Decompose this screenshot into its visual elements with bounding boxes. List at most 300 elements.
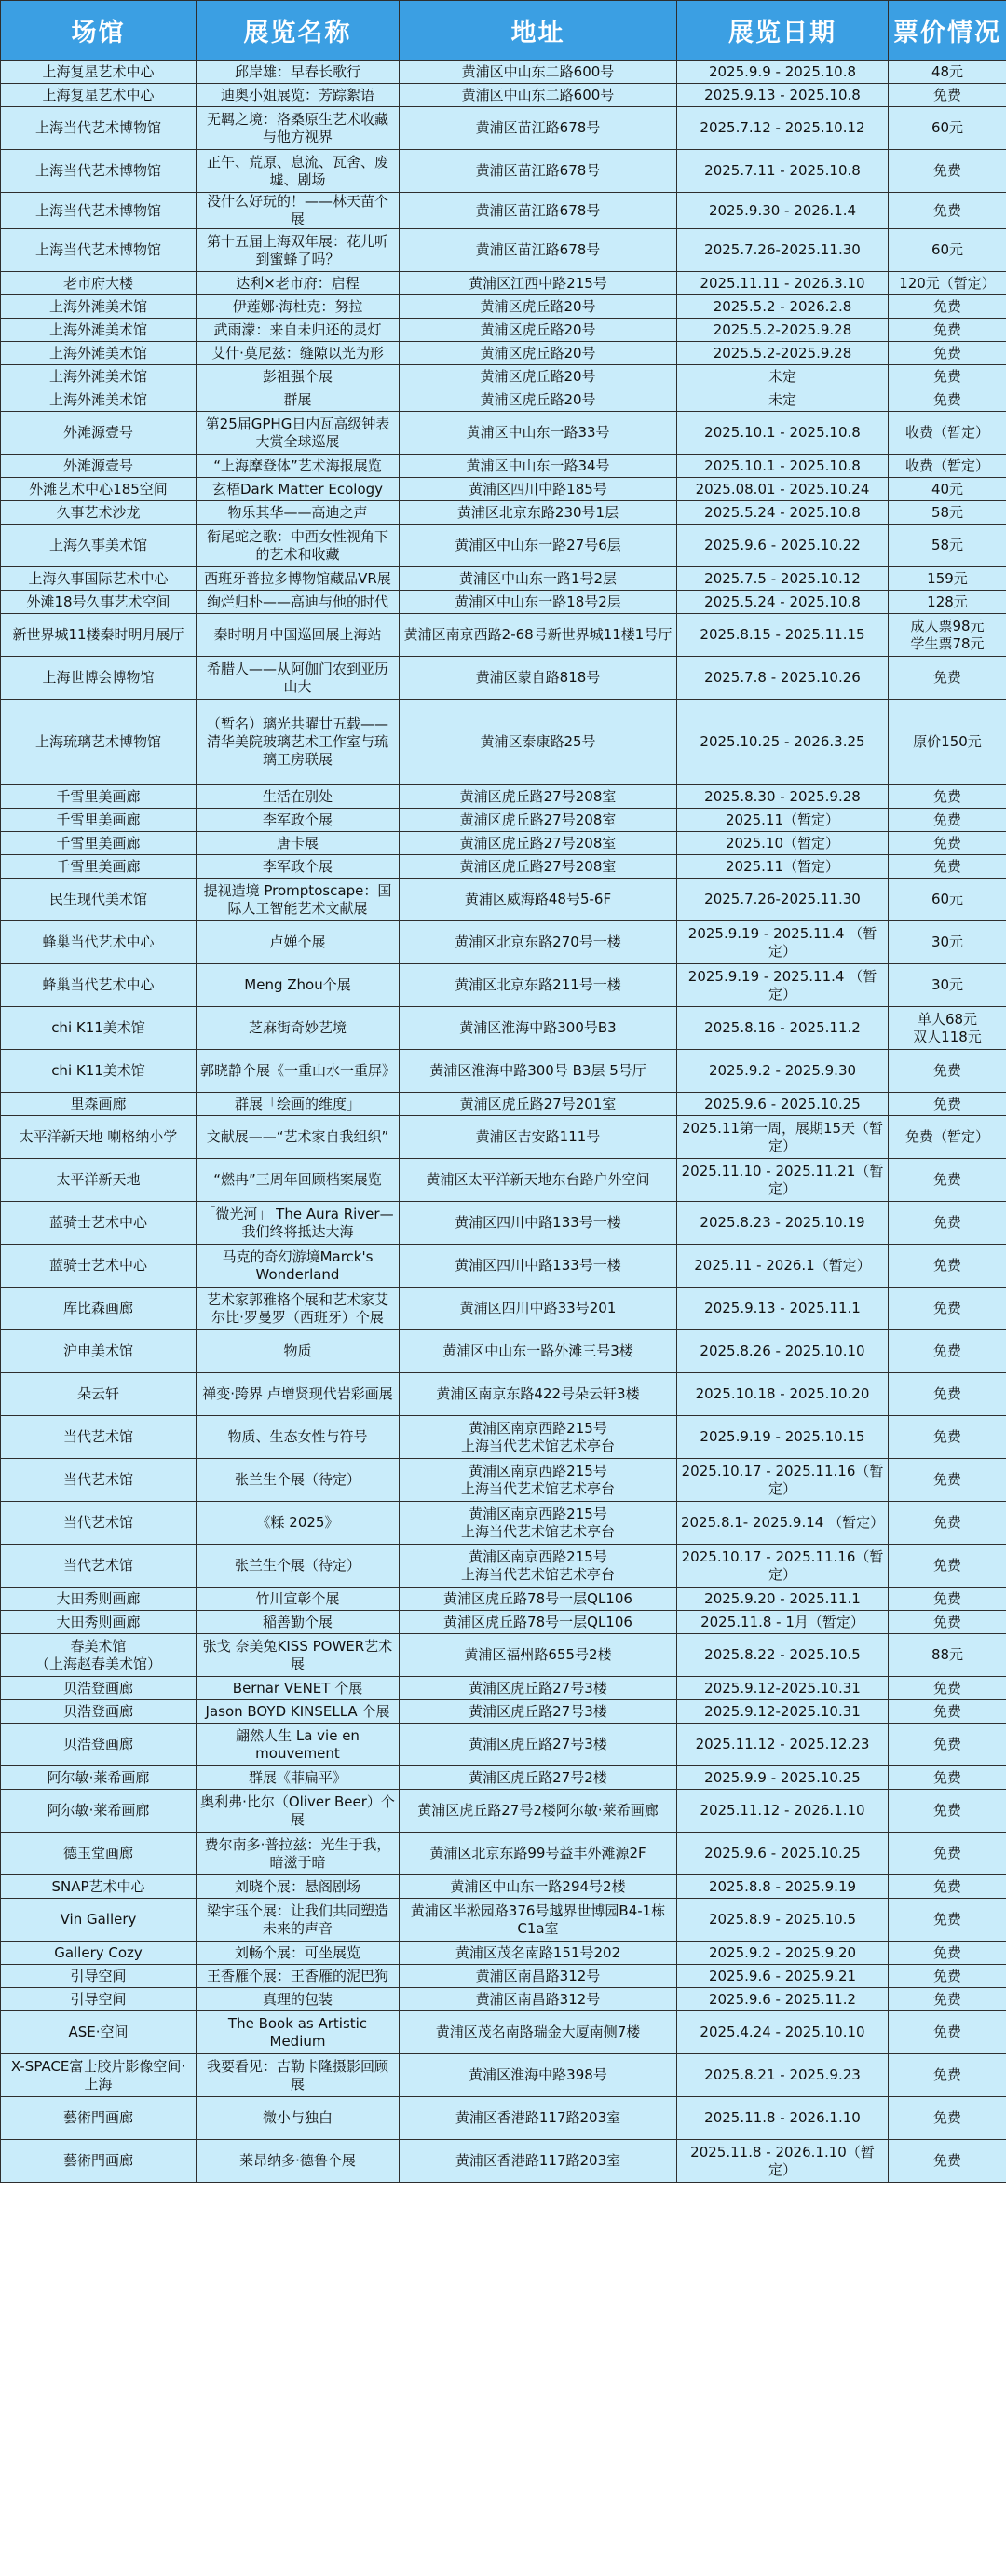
- ticket-price-cell: 免费: [889, 2097, 1006, 2140]
- ticket-price-cell: 免费: [889, 1611, 1006, 1634]
- exhibition-date-cell: 2025.9.13 - 2025.11.1: [677, 1288, 889, 1330]
- ticket-price-cell: 58元: [889, 501, 1006, 525]
- table-row: [1, 1700, 1006, 1724]
- address-cell: 黄浦区四川中路185号: [400, 478, 677, 501]
- table-row: [1, 964, 1006, 1007]
- table-row: [1, 855, 1006, 879]
- venue-cell: 上海当代艺术博物馆: [1, 107, 197, 150]
- address-cell: 黄浦区四川中路133号一楼: [400, 1202, 677, 1245]
- ticket-price-cell: 免费: [889, 1988, 1006, 2011]
- ticket-price-cell: 免费: [889, 342, 1006, 365]
- table-row: [1, 1093, 1006, 1116]
- address-cell: 黄浦区吉安路111号: [400, 1116, 677, 1159]
- table-row: [1, 657, 1006, 700]
- exhibition-name-cell: 李军政个展: [197, 809, 400, 832]
- exhibition-name-cell: 迪奥小姐展览：芳踪絮语: [197, 84, 400, 107]
- venue-cell: 藝術門画廊: [1, 2097, 197, 2140]
- exhibition-name-cell: 正午、荒原、息流、瓦舍、废墟、剧场: [197, 150, 400, 193]
- address-cell: 黄浦区虎丘路27号208室: [400, 785, 677, 809]
- venue-cell: 太平洋新天地: [1, 1159, 197, 1202]
- venue-cell: 阿尔敏·莱希画廊: [1, 1766, 197, 1790]
- ticket-price-cell: 免费: [889, 365, 1006, 388]
- table-row: [1, 1502, 1006, 1545]
- venue-cell: chi K11美术馆: [1, 1007, 197, 1050]
- venue-cell: 老市府大楼: [1, 272, 197, 295]
- address-cell: 黄浦区中山东一路1号2层: [400, 567, 677, 591]
- ticket-price-cell: 免费: [889, 388, 1006, 412]
- exhibition-date-cell: 未定: [677, 365, 889, 388]
- ticket-price-cell: 120元（暂定）: [889, 272, 1006, 295]
- table-row: [1, 809, 1006, 832]
- exhibition-name-cell: 群展「绘画的维度」: [197, 1093, 400, 1116]
- venue-cell: ASE·空间: [1, 2011, 197, 2054]
- address-cell: 黄浦区半淞园路376号越界世博园B4-1栋C1a室: [400, 1899, 677, 1942]
- address-cell: 黄浦区南京西路215号 上海当代艺术馆艺术亭台: [400, 1545, 677, 1588]
- ticket-price-cell: 免费: [889, 2140, 1006, 2183]
- address-cell: 黄浦区北京东路99号益丰外滩源2F: [400, 1833, 677, 1875]
- exhibition-date-cell: 2025.11.12 - 2026.1.10: [677, 1790, 889, 1833]
- exhibition-date-cell: 2025.5.2-2025.9.28: [677, 342, 889, 365]
- exhibition-date-cell: 2025.9.19 - 2025.10.15: [677, 1416, 889, 1459]
- venue-cell: 当代艺术馆: [1, 1502, 197, 1545]
- exhibition-date-cell: 2025.9.6 - 2025.10.25: [677, 1833, 889, 1875]
- address-cell: 黄浦区虎丘路27号208室: [400, 855, 677, 879]
- exhibition-name-cell: 绚烂归朴——高迪与他的时代: [197, 591, 400, 614]
- venue-cell: Vin Gallery: [1, 1899, 197, 1942]
- address-cell: 黄浦区苗江路678号: [400, 150, 677, 193]
- venue-cell: 千雪里美画廊: [1, 785, 197, 809]
- address-cell: 黄浦区南京西路215号 上海当代艺术馆艺术亭台: [400, 1502, 677, 1545]
- exhibition-name-cell: 竹川宣彰个展: [197, 1588, 400, 1611]
- exhibition-name-cell: 禅变·跨界 卢增贤现代岩彩画展: [197, 1373, 400, 1416]
- ticket-price-cell: 48元: [889, 61, 1006, 84]
- table-row: [1, 1677, 1006, 1700]
- table-row: [1, 1611, 1006, 1634]
- venue-cell: 上海外滩美术馆: [1, 342, 197, 365]
- ticket-price-cell: 免费: [889, 1093, 1006, 1116]
- exhibition-name-cell: 物质: [197, 1330, 400, 1373]
- address-cell: 黄浦区淮海中路300号 B3层 5号厅: [400, 1050, 677, 1093]
- ticket-price-cell: 免费: [889, 319, 1006, 342]
- address-cell: 黄浦区中山东一路294号2楼: [400, 1875, 677, 1899]
- venue-cell: 德玉堂画廊: [1, 1833, 197, 1875]
- exhibition-name-cell: 群展《菲扁平》: [197, 1766, 400, 1790]
- venue-cell: 久事艺术沙龙: [1, 501, 197, 525]
- exhibition-date-cell: 2025.9.12-2025.10.31: [677, 1700, 889, 1724]
- table-row: [1, 295, 1006, 319]
- table-row: [1, 1159, 1006, 1202]
- ticket-price-cell: 免费: [889, 1899, 1006, 1942]
- venue-cell: 上海外滩美术馆: [1, 319, 197, 342]
- table-row: [1, 614, 1006, 657]
- exhibition-name-cell: 没什么好玩的！——林天苗个展: [197, 193, 400, 229]
- ticket-price-cell: 免费: [889, 295, 1006, 319]
- address-cell: 黄浦区南京东路422号朵云轩3楼: [400, 1373, 677, 1416]
- exhibition-name-cell: “上海摩登体”艺术海报展览: [197, 455, 400, 478]
- venue-cell: Gallery Cozy: [1, 1942, 197, 1965]
- ticket-price-cell: 免费（暂定）: [889, 1116, 1006, 1159]
- venue-cell: 库比森画廊: [1, 1288, 197, 1330]
- ticket-price-cell: 免费: [889, 1724, 1006, 1766]
- exhibition-date-cell: 2025.9.30 - 2026.1.4: [677, 193, 889, 229]
- exhibition-name-cell: 彭祖强个展: [197, 365, 400, 388]
- address-cell: 黄浦区香港路117路203室: [400, 2140, 677, 2183]
- address-cell: 黄浦区虎丘路20号: [400, 319, 677, 342]
- header-exhibition-name: 展览名称: [197, 1, 400, 61]
- ticket-price-cell: 免费: [889, 1588, 1006, 1611]
- ticket-price-cell: 免费: [889, 2011, 1006, 2054]
- exhibition-date-cell: 2025.9.9 - 2025.10.25: [677, 1766, 889, 1790]
- ticket-price-cell: 成人票98元 学生票78元: [889, 614, 1006, 657]
- venue-cell: 当代艺术馆: [1, 1416, 197, 1459]
- table-row: [1, 700, 1006, 785]
- venue-cell: 春美术馆 （上海赵春美术馆）: [1, 1634, 197, 1677]
- header-venue: 场馆: [1, 1, 197, 61]
- table-row: [1, 1965, 1006, 1988]
- table-row: [1, 1459, 1006, 1502]
- exhibition-date-cell: 2025.10（暂定）: [677, 832, 889, 855]
- exhibition-name-cell: （暂名）璃光共曜廿五载——清华美院玻璃艺术工作室与琉璃工房联展: [197, 700, 400, 785]
- table-row: [1, 1007, 1006, 1050]
- table-row: [1, 388, 1006, 412]
- exhibition-name-cell: 真理的包装: [197, 1988, 400, 2011]
- ticket-price-cell: 免费: [889, 1766, 1006, 1790]
- ticket-price-cell: 免费: [889, 1942, 1006, 1965]
- venue-cell: 蓝骑士艺术中心: [1, 1202, 197, 1245]
- exhibition-date-cell: 2025.11第一周，展期15天（暂定）: [677, 1116, 889, 1159]
- address-cell: 黄浦区中山东一路33号: [400, 412, 677, 455]
- venue-cell: 阿尔敏·莱希画廊: [1, 1790, 197, 1833]
- address-cell: 黄浦区虎丘路20号: [400, 388, 677, 412]
- exhibition-date-cell: 2025.9.6 - 2025.11.2: [677, 1988, 889, 2011]
- ticket-price-cell: 免费: [889, 1330, 1006, 1373]
- address-cell: 黄浦区南昌路312号: [400, 1988, 677, 2011]
- ticket-price-cell: 免费: [889, 1502, 1006, 1545]
- ticket-price-cell: 免费: [889, 1416, 1006, 1459]
- address-cell: 黄浦区南京西路2-68号新世界城11楼1号厅: [400, 614, 677, 657]
- exhibition-name-cell: 郭晓静个展《一重山水一重屏》: [197, 1050, 400, 1093]
- ticket-price-cell: 免费: [889, 1875, 1006, 1899]
- exhibition-date-cell: 2025.11（暂定）: [677, 809, 889, 832]
- exhibition-date-cell: 2025.9.19 - 2025.11.4 （暂定）: [677, 964, 889, 1007]
- exhibition-date-cell: 2025.9.13 - 2025.10.8: [677, 84, 889, 107]
- exhibition-name-cell: 唐卡展: [197, 832, 400, 855]
- address-cell: 黄浦区虎丘路27号2楼: [400, 1766, 677, 1790]
- exhibition-name-cell: 费尔南多·普拉兹：光生于我，暗滋于暗: [197, 1833, 400, 1875]
- exhibition-date-cell: 2025.8.9 - 2025.10.5: [677, 1899, 889, 1942]
- venue-cell: 贝浩登画廊: [1, 1700, 197, 1724]
- exhibition-name-cell: 文献展——“艺术家自我组织”: [197, 1116, 400, 1159]
- ticket-price-cell: 60元: [889, 107, 1006, 150]
- address-cell: 黄浦区虎丘路20号: [400, 365, 677, 388]
- address-cell: 黄浦区虎丘路27号208室: [400, 809, 677, 832]
- venue-cell: 上海外滩美术馆: [1, 295, 197, 319]
- address-cell: 黄浦区蒙自路818号: [400, 657, 677, 700]
- address-cell: 黄浦区中山东二路600号: [400, 84, 677, 107]
- exhibition-name-cell: 李军政个展: [197, 855, 400, 879]
- ticket-price-cell: 免费: [889, 1700, 1006, 1724]
- address-cell: 黄浦区北京东路230号1层: [400, 501, 677, 525]
- exhibition-date-cell: 2025.4.24 - 2025.10.10: [677, 2011, 889, 2054]
- exhibition-date-cell: 2025.5.24 - 2025.10.8: [677, 501, 889, 525]
- exhibition-name-cell: 第25届GPHG日内瓦高级钟表大赏全球巡展: [197, 412, 400, 455]
- venue-cell: 千雪里美画廊: [1, 809, 197, 832]
- exhibition-date-cell: 2025.10.17 - 2025.11.16（暂定）: [677, 1459, 889, 1502]
- table-row: [1, 1588, 1006, 1611]
- exhibition-name-cell: 张兰生个展（待定）: [197, 1459, 400, 1502]
- table-row: [1, 525, 1006, 567]
- exhibition-name-cell: 奥利弗·比尔（Oliver Beer）个展: [197, 1790, 400, 1833]
- table-row: [1, 1245, 1006, 1288]
- venue-cell: 大田秀则画廊: [1, 1611, 197, 1634]
- table-row: [1, 1899, 1006, 1942]
- table-row: [1, 1634, 1006, 1677]
- exhibition-name-cell: 无羁之境：洛桑原生艺术收藏与他方视界: [197, 107, 400, 150]
- exhibition-date-cell: 2025.7.26-2025.11.30: [677, 229, 889, 272]
- exhibition-name-cell: 提视造境 Promptoscape：国际人工智能艺术文献展: [197, 879, 400, 921]
- exhibition-date-cell: 2025.10.1 - 2025.10.8: [677, 455, 889, 478]
- venue-cell: 大田秀则画廊: [1, 1588, 197, 1611]
- exhibition-name-cell: “燃冉”三周年回顾档案展览: [197, 1159, 400, 1202]
- exhibition-date-cell: 2025.9.19 - 2025.11.4 （暂定）: [677, 921, 889, 964]
- venue-cell: 外滩18号久事艺术空间: [1, 591, 197, 614]
- ticket-price-cell: 免费: [889, 1159, 1006, 1202]
- table-row: [1, 785, 1006, 809]
- exhibition-name-cell: 我要看见：吉勒卡隆摄影回顾展: [197, 2054, 400, 2097]
- table-row: [1, 2097, 1006, 2140]
- address-cell: 黄浦区茂名南路151号202: [400, 1942, 677, 1965]
- exhibition-date-cell: 2025.9.20 - 2025.11.1: [677, 1588, 889, 1611]
- table-row: [1, 2011, 1006, 2054]
- venue-cell: X-SPACE富士胶片影像空间·上海: [1, 2054, 197, 2097]
- exhibition-date-cell: 2025.9.6 - 2025.10.22: [677, 525, 889, 567]
- venue-cell: 外滩源壹号: [1, 412, 197, 455]
- venue-cell: chi K11美术馆: [1, 1050, 197, 1093]
- exhibition-date-cell: 2025.11.8 - 2026.1.10: [677, 2097, 889, 2140]
- venue-cell: 朵云轩: [1, 1373, 197, 1416]
- ticket-price-cell: 原价150元: [889, 700, 1006, 785]
- exhibition-date-cell: 2025.5.2 - 2026.2.8: [677, 295, 889, 319]
- venue-cell: 贝浩登画廊: [1, 1677, 197, 1700]
- table-row: [1, 61, 1006, 84]
- exhibition-name-cell: 物质、生态女性与符号: [197, 1416, 400, 1459]
- exhibition-date-cell: 2025.9.9 - 2025.10.8: [677, 61, 889, 84]
- ticket-price-cell: 免费: [889, 193, 1006, 229]
- exhibition-name-cell: 卢婵个展: [197, 921, 400, 964]
- ticket-price-cell: 60元: [889, 229, 1006, 272]
- exhibition-name-cell: 稲善勤个展: [197, 1611, 400, 1634]
- exhibition-date-cell: 2025.08.01 - 2025.10.24: [677, 478, 889, 501]
- table-row: [1, 1330, 1006, 1373]
- ticket-price-cell: 159元: [889, 567, 1006, 591]
- exhibition-name-cell: Meng Zhou个展: [197, 964, 400, 1007]
- exhibition-name-cell: 芝麻街奇妙艺境: [197, 1007, 400, 1050]
- exhibition-date-cell: 2025.11.12 - 2025.12.23: [677, 1724, 889, 1766]
- table-row: [1, 193, 1006, 229]
- exhibition-date-cell: 2025.11.11 - 2026.3.10: [677, 272, 889, 295]
- exhibition-name-cell: 梁宇珏个展：让我们共同塑造未来的声音: [197, 1899, 400, 1942]
- table-row: [1, 1724, 1006, 1766]
- table-row: [1, 1988, 1006, 2011]
- ticket-price-cell: 30元: [889, 964, 1006, 1007]
- ticket-price-cell: 免费: [889, 1790, 1006, 1833]
- table-row: [1, 832, 1006, 855]
- exhibition-name-cell: 张兰生个展（待定）: [197, 1545, 400, 1588]
- table-row: [1, 2054, 1006, 2097]
- ticket-price-cell: 免费: [889, 1373, 1006, 1416]
- table-row: [1, 1116, 1006, 1159]
- venue-cell: 上海复星艺术中心: [1, 84, 197, 107]
- exhibition-name-cell: 艺术家郭雅格个展和艺术家艾尔比·罗曼罗（西班牙）个展: [197, 1288, 400, 1330]
- exhibition-date-cell: 2025.10.25 - 2026.3.25: [677, 700, 889, 785]
- venue-cell: SNAP艺术中心: [1, 1875, 197, 1899]
- exhibition-date-cell: 2025.9.2 - 2025.9.20: [677, 1942, 889, 1965]
- exhibition-date-cell: 2025.11.8 - 2026.1.10（暂定）: [677, 2140, 889, 2183]
- exhibition-date-cell: 2025.5.24 - 2025.10.8: [677, 591, 889, 614]
- exhibition-name-cell: 「微光河」 The Aura River—我们终将抵达大海: [197, 1202, 400, 1245]
- table-row: [1, 1202, 1006, 1245]
- table-row: [1, 455, 1006, 478]
- table-row: [1, 319, 1006, 342]
- table-row: [1, 1416, 1006, 1459]
- exhibition-name-cell: 衔尾蛇之歌：中西女性视角下的艺术和收藏: [197, 525, 400, 567]
- table-row: [1, 567, 1006, 591]
- table-row: [1, 1942, 1006, 1965]
- table-row: [1, 150, 1006, 193]
- ticket-price-cell: 收费（暂定）: [889, 455, 1006, 478]
- table-row: [1, 107, 1006, 150]
- ticket-price-cell: 免费: [889, 1050, 1006, 1093]
- ticket-price-cell: 免费: [889, 1965, 1006, 1988]
- address-cell: 黄浦区四川中路33号201: [400, 1288, 677, 1330]
- table-row: [1, 879, 1006, 921]
- header-address: 地址: [400, 1, 677, 61]
- address-cell: 黄浦区中山东一路34号: [400, 455, 677, 478]
- exhibition-date-cell: 2025.11.8 - 1月（暂定）: [677, 1611, 889, 1634]
- address-cell: 黄浦区四川中路133号一楼: [400, 1245, 677, 1288]
- exhibition-name-cell: 张戈 奈美兔KISS POWER艺术展: [197, 1634, 400, 1677]
- ticket-price-cell: 58元: [889, 525, 1006, 567]
- ticket-price-cell: 收费（暂定）: [889, 412, 1006, 455]
- venue-cell: 上海当代艺术博物馆: [1, 193, 197, 229]
- header-row: [1, 1, 1006, 61]
- exhibition-name-cell: 群展: [197, 388, 400, 412]
- table-row: [1, 272, 1006, 295]
- address-cell: 黄浦区香港路117路203室: [400, 2097, 677, 2140]
- exhibition-name-cell: The Book as Artistic Medium: [197, 2011, 400, 2054]
- venue-cell: 外滩艺术中心185空间: [1, 478, 197, 501]
- venue-cell: 里森画廊: [1, 1093, 197, 1116]
- exhibition-name-cell: 第十五届上海双年展：花儿听到蜜蜂了吗？: [197, 229, 400, 272]
- exhibition-date-cell: 2025.8.15 - 2025.11.15: [677, 614, 889, 657]
- exhibition-date-cell: 2025.9.2 - 2025.9.30: [677, 1050, 889, 1093]
- ticket-price-cell: 免费: [889, 832, 1006, 855]
- address-cell: 黄浦区太平洋新天地东台路户外空间: [400, 1159, 677, 1202]
- address-cell: 黄浦区虎丘路27号3楼: [400, 1724, 677, 1766]
- exhibition-date-cell: 2025.8.8 - 2025.9.19: [677, 1875, 889, 1899]
- venue-cell: 上海当代艺术博物馆: [1, 229, 197, 272]
- venue-cell: 上海琉璃艺术博物馆: [1, 700, 197, 785]
- exhibition-date-cell: 2025.8.26 - 2025.10.10: [677, 1330, 889, 1373]
- address-cell: 黄浦区中山东二路600号: [400, 61, 677, 84]
- address-cell: 黄浦区淮海中路398号: [400, 2054, 677, 2097]
- exhibition-name-cell: 邱岸雄：早春长歌行: [197, 61, 400, 84]
- address-cell: 黄浦区虎丘路27号3楼: [400, 1677, 677, 1700]
- address-cell: 黄浦区泰康路25号: [400, 700, 677, 785]
- address-cell: 黄浦区虎丘路27号201室: [400, 1093, 677, 1116]
- venue-cell: 上海久事国际艺术中心: [1, 567, 197, 591]
- address-cell: 黄浦区江西中路215号: [400, 272, 677, 295]
- exhibition-name-cell: 武雨濛：来自未归还的灵灯: [197, 319, 400, 342]
- address-cell: 黄浦区南昌路312号: [400, 1965, 677, 1988]
- exhibition-name-cell: 刘畅个展：可坐展览: [197, 1942, 400, 1965]
- address-cell: 黄浦区福州路655号2楼: [400, 1634, 677, 1677]
- address-cell: 黄浦区北京东路211号一楼: [400, 964, 677, 1007]
- exhibition-name-cell: 希腊人——从阿伽门农到亚历山大: [197, 657, 400, 700]
- venue-cell: 引导空间: [1, 1988, 197, 2011]
- ticket-price-cell: 免费: [889, 1202, 1006, 1245]
- venue-cell: 上海久事美术馆: [1, 525, 197, 567]
- ticket-price-cell: 60元: [889, 879, 1006, 921]
- venue-cell: 上海复星艺术中心: [1, 61, 197, 84]
- exhibition-date-cell: 2025.8.30 - 2025.9.28: [677, 785, 889, 809]
- address-cell: 黄浦区中山东一路27号6层: [400, 525, 677, 567]
- exhibition-date-cell: 2025.8.1- 2025.9.14 （暂定）: [677, 1502, 889, 1545]
- address-cell: 黄浦区苗江路678号: [400, 229, 677, 272]
- exhibition-name-cell: 《糅 2025》: [197, 1502, 400, 1545]
- ticket-price-cell: 免费: [889, 1245, 1006, 1288]
- ticket-price-cell: 免费: [889, 84, 1006, 107]
- table-row: [1, 591, 1006, 614]
- address-cell: 黄浦区南京西路215号 上海当代艺术馆艺术亭台: [400, 1459, 677, 1502]
- address-cell: 黄浦区中山东一路18号2层: [400, 591, 677, 614]
- exhibition-name-cell: 物乐其华——高迪之声: [197, 501, 400, 525]
- address-cell: 黄浦区虎丘路78号一层QL106: [400, 1588, 677, 1611]
- ticket-price-cell: 免费: [889, 2054, 1006, 2097]
- exhibition-date-cell: 2025.8.16 - 2025.11.2: [677, 1007, 889, 1050]
- address-cell: 黄浦区中山东一路外滩三号3楼: [400, 1330, 677, 1373]
- table-row: [1, 365, 1006, 388]
- exhibition-date-cell: 2025.10.17 - 2025.11.16（暂定）: [677, 1545, 889, 1588]
- address-cell: 黄浦区北京东路270号一楼: [400, 921, 677, 964]
- table-row: [1, 2140, 1006, 2183]
- address-cell: 黄浦区苗江路678号: [400, 107, 677, 150]
- exhibition-name-cell: 伊莲娜·海杜克：努拉: [197, 295, 400, 319]
- table-row: [1, 1875, 1006, 1899]
- ticket-price-cell: 128元: [889, 591, 1006, 614]
- exhibition-date-cell: 2025.8.22 - 2025.10.5: [677, 1634, 889, 1677]
- ticket-price-cell: 免费: [889, 855, 1006, 879]
- venue-cell: 蓝骑士艺术中心: [1, 1245, 197, 1288]
- exhibition-name-cell: Bernar VENET 个展: [197, 1677, 400, 1700]
- exhibition-date-cell: 2025.10.1 - 2025.10.8: [677, 412, 889, 455]
- ticket-price-cell: 免费: [889, 1545, 1006, 1588]
- venue-cell: 蜂巢当代艺术中心: [1, 921, 197, 964]
- venue-cell: 上海当代艺术博物馆: [1, 150, 197, 193]
- venue-cell: 沪申美术馆: [1, 1330, 197, 1373]
- exhibition-date-cell: 2025.8.21 - 2025.9.23: [677, 2054, 889, 2097]
- table-body: [1, 61, 1006, 2183]
- table-row: [1, 1790, 1006, 1833]
- venue-cell: 贝浩登画廊: [1, 1724, 197, 1766]
- exhibition-date-cell: 2025.9.12-2025.10.31: [677, 1677, 889, 1700]
- exhibition-date-cell: 2025.7.5 - 2025.10.12: [677, 567, 889, 591]
- exhibition-date-cell: 2025.11.10 - 2025.11.21（暂定）: [677, 1159, 889, 1202]
- table-row: [1, 229, 1006, 272]
- address-cell: 黄浦区虎丘路20号: [400, 295, 677, 319]
- exhibition-name-cell: 西班牙普拉多博物馆藏品VR展: [197, 567, 400, 591]
- ticket-price-cell: 88元: [889, 1634, 1006, 1677]
